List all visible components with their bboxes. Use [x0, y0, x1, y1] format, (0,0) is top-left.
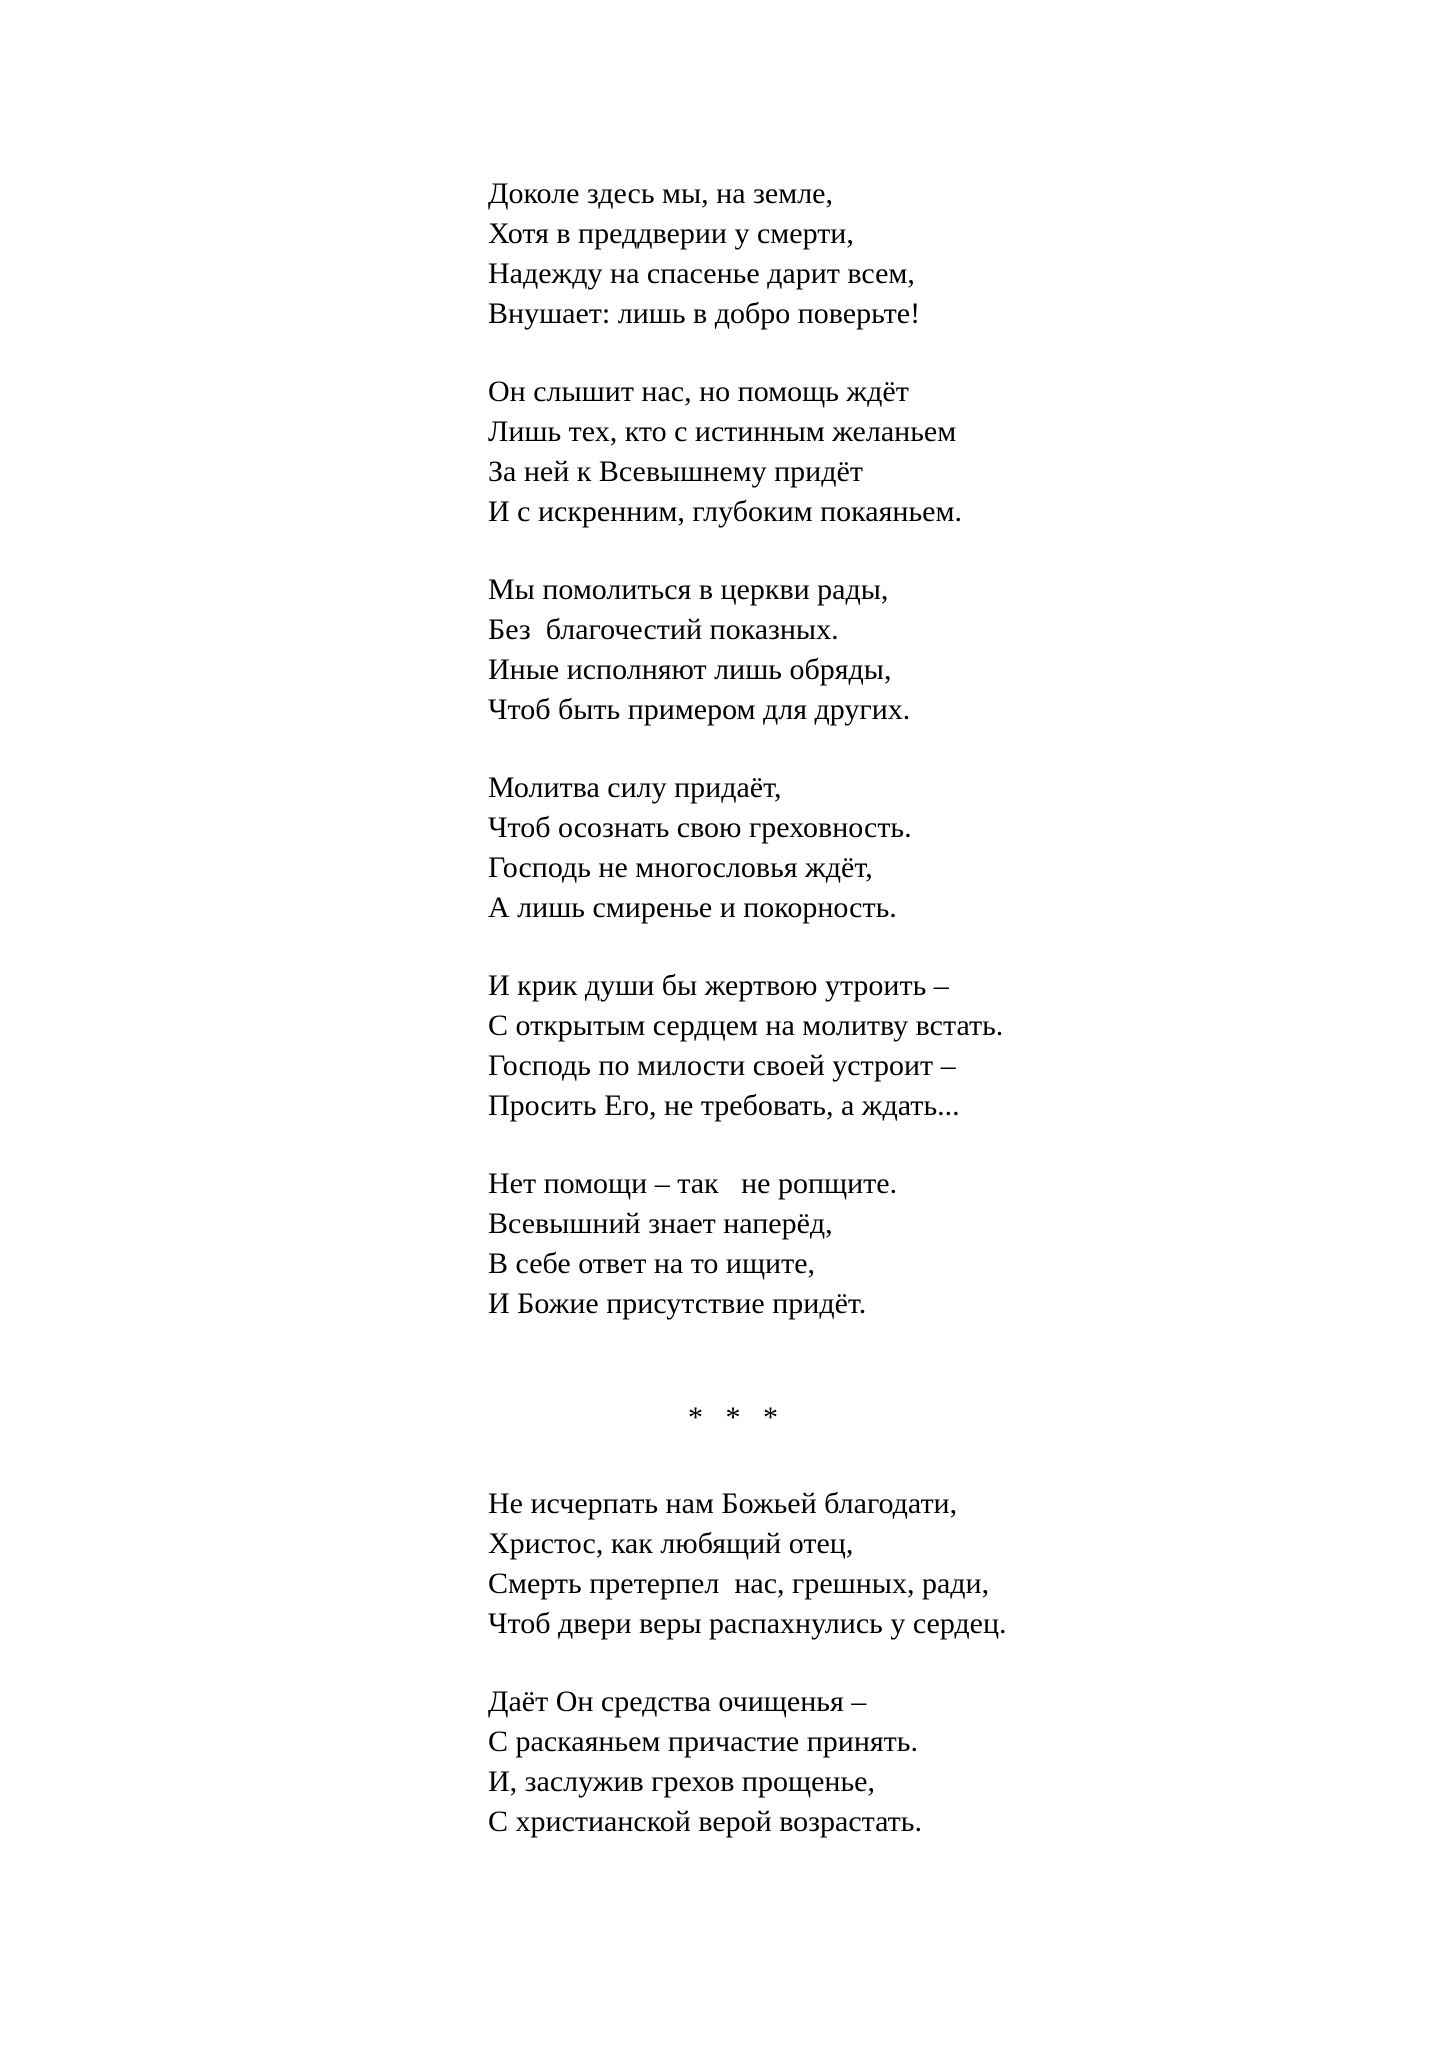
poem-line: Не исчерпать нам Божьей благодати, — [488, 1487, 958, 1520]
poem-line: Даёт Он средства очищенья – — [488, 1685, 867, 1718]
poem-line: Внушает: лишь в добро поверьте! — [488, 297, 921, 330]
poem-line: Без благочестий показных. — [488, 613, 839, 646]
poem-line: Чтоб быть примером для других. — [488, 693, 911, 726]
stanza-2 — [488, 372, 962, 532]
poem-line: Лишь тех, кто с истинным желаньем — [488, 415, 957, 448]
stanza-7 — [488, 1484, 1007, 1644]
poem-line: Хотя в преддверии у смерти, — [488, 217, 854, 250]
stanza-separator: * * * — [688, 1401, 778, 1434]
poem-line: Всевышний знает наперёд, — [488, 1207, 833, 1240]
poem-line: Доколе здесь мы, на земле, — [488, 177, 833, 210]
stanza-8 — [488, 1682, 922, 1842]
stanza-1 — [488, 174, 920, 334]
poem-line: С раскаяньем причастие принять. — [488, 1725, 918, 1758]
poem-line: За ней к Всевышнему придёт — [488, 455, 863, 488]
poem-line: И, заслужив грехов прощенье, — [488, 1765, 875, 1798]
poem-line: Молитва силу придаёт, — [488, 771, 782, 804]
poem-line: Господь не многословья ждёт, — [488, 851, 873, 884]
poem-line: Надежду на спасенье дарит всем, — [488, 257, 915, 290]
poem-line: Иные исполняют лишь обряды, — [488, 653, 892, 686]
poem-line: И с искренним, глубоким покаяньем. — [488, 495, 962, 528]
poem-line: С открытым сердцем на молитву встать. — [488, 1009, 1004, 1042]
stanza-3 — [488, 570, 910, 730]
stanza-5 — [488, 966, 1003, 1126]
poem-line: Мы помолиться в церкви рады, — [488, 573, 889, 606]
poem-line: Христос, как любящий отец, — [488, 1527, 854, 1560]
poem-line: В себе ответ на то ищите, — [488, 1247, 816, 1280]
poem-line: Он слышит нас, но помощь ждёт — [488, 375, 909, 408]
poem-line: И крик души бы жертвою утроить – — [488, 969, 949, 1002]
poem-line: А лишь смиренье и покорность. — [488, 891, 897, 924]
poem-line: Просить Его, не требовать, а ждать... — [488, 1089, 960, 1122]
poem-line: Чтоб осознать свою греховность. — [488, 811, 912, 844]
poem-line: Чтоб двери веры распахнулись у сердец. — [488, 1607, 1007, 1640]
poem-line: С христианской верой возрастать. — [488, 1805, 922, 1838]
poem-line: Нет помощи – так не ропщите. — [488, 1167, 898, 1200]
poem-line: И Божие присутствие придёт. — [488, 1287, 867, 1320]
poem-line: Смерть претерпел нас, грешных, ради, — [488, 1567, 990, 1600]
poem-line: Господь по милости своей устроит – — [488, 1049, 956, 1082]
stanza-6 — [488, 1164, 897, 1324]
stanza-4 — [488, 768, 912, 928]
